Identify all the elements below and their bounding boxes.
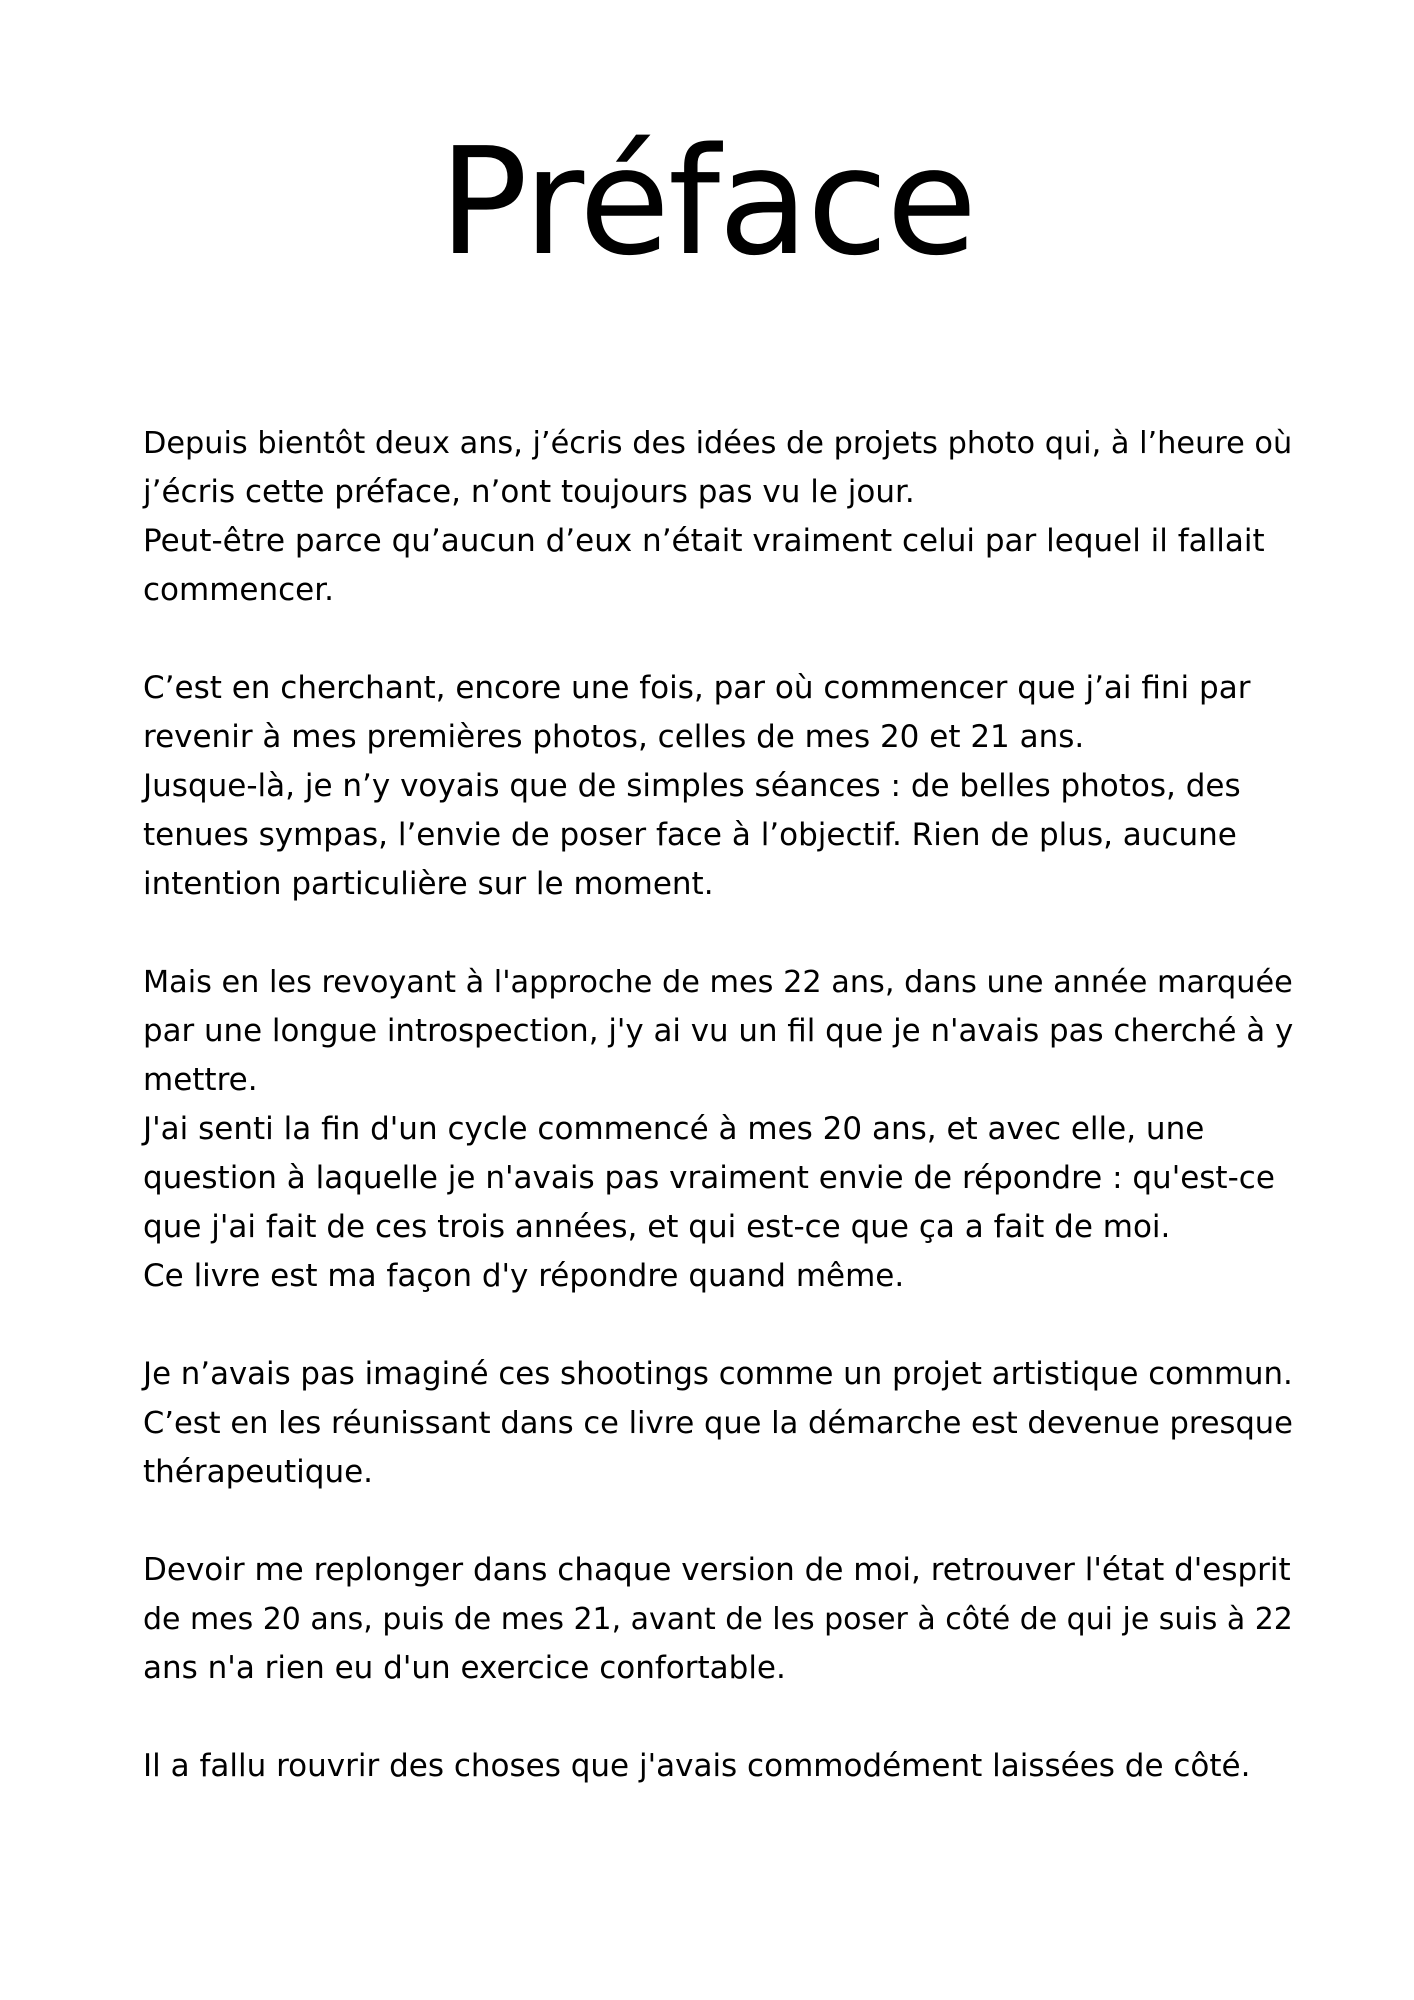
paragraph bbox=[143, 1546, 1293, 1693]
paragraph bbox=[143, 419, 1293, 615]
paragraph bbox=[143, 1350, 1293, 1497]
text-line: Devoir me replonger dans chaque version de moi, retrouver l'état d'esprit bbox=[143, 1552, 1291, 1588]
preface-body bbox=[143, 419, 1293, 1840]
text-line: C’est en cherchant, encore une fois, par où commencer que j’ai fini par bbox=[143, 670, 1251, 706]
text-line: commencer. bbox=[143, 572, 334, 608]
paragraph bbox=[143, 1742, 1293, 1791]
page-title: Préface bbox=[438, 116, 976, 288]
text-line: que j'ai fait de ces trois années, et qui est-ce que ça a fait de moi. bbox=[143, 1209, 1171, 1245]
text-line: Il a fallu rouvrir des choses que j'avais commodément laissées de côté. bbox=[143, 1748, 1251, 1784]
paragraph bbox=[143, 664, 1293, 909]
paragraph bbox=[143, 958, 1293, 1301]
text-line: revenir à mes premières photos, celles de mes 20 et 21 ans. bbox=[143, 719, 1085, 755]
text-line: C’est en les réunissant dans ce livre que la démarche est devenue presque bbox=[143, 1406, 1293, 1441]
text-line: Peut-être parce qu’aucun d’eux n’était vraiment celui par lequel il fallait bbox=[143, 523, 1265, 559]
text-line: Jusque-là, je n’y voyais que de simples séances : de belles photos, des bbox=[143, 768, 1241, 804]
text-line: question à laquelle je n'avais pas vraiment envie de répondre : qu'est-ce bbox=[143, 1160, 1275, 1196]
text-line: j’écris cette préface, n’ont toujours pas vu le jour. bbox=[143, 474, 915, 510]
text-line: intention particulière sur le moment. bbox=[143, 866, 714, 902]
text-line: tenues sympas, l’envie de poser face à l’objectif. Rien de plus, aucune bbox=[143, 817, 1237, 853]
text-line: mettre. bbox=[143, 1062, 258, 1098]
text-line: Depuis bientôt deux ans, j’écris des idées de projets photo qui, à l’heure où bbox=[143, 426, 1293, 461]
text-line: de mes 20 ans, puis de mes 21, avant de les poser à côté de qui je suis à 22 bbox=[143, 1602, 1293, 1637]
text-line: Je n’avais pas imaginé ces shootings comme un projet artistique commun. bbox=[143, 1356, 1293, 1392]
text-line: Ce livre est ma façon d'y répondre quand même. bbox=[143, 1258, 905, 1294]
text-line: Mais en les revoyant à l'approche de mes 22 ans, dans une année marquée bbox=[143, 965, 1293, 1000]
text-line: ans n'a rien eu d'un exercice confortable. bbox=[143, 1650, 786, 1686]
text-line: thérapeutique. bbox=[143, 1454, 374, 1490]
text-line: par une longue introspection, j'y ai vu un fil que je n'avais pas cherché à y bbox=[143, 1013, 1294, 1049]
text-line: J'ai senti la fin d'un cycle commencé à mes 20 ans, et avec elle, une bbox=[143, 1111, 1205, 1147]
